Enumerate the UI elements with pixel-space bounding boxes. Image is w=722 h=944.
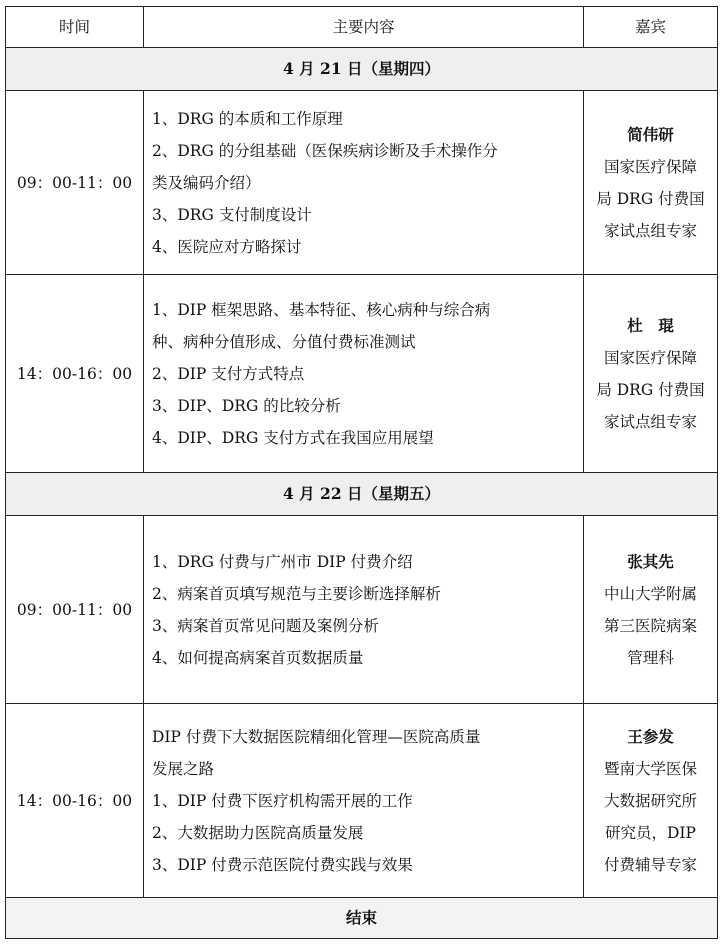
header-time: 时间 [6, 7, 144, 48]
content-line: 1、DRG 付费与广州市 DIP 付费介绍 [152, 552, 413, 571]
guest-name: 简伟研 [627, 124, 674, 144]
session-time: 09：00-11：00 [6, 516, 144, 704]
guest-affiliation: 管理科 [627, 648, 674, 667]
content-line: 4、DIP、DRG 支付方式在我国应用展望 [152, 428, 434, 447]
content-line: 3、病案首页常见问题及案例分析 [152, 616, 379, 635]
guest-affiliation: 家试点组专家 [603, 412, 697, 431]
session-guest [584, 704, 718, 898]
content-line: 3、DRG 支付制度设计 [152, 205, 312, 224]
content-line: 3、DIP、DRG 的比较分析 [152, 396, 341, 415]
guest-affiliation: 局 DRG 付费国 [596, 189, 705, 208]
session-row [6, 516, 718, 704]
session-row [6, 275, 718, 473]
session-guest [584, 275, 718, 473]
end-row [6, 898, 718, 939]
content-line: 类及编码介绍） [152, 173, 261, 192]
session-row [6, 704, 718, 898]
content-line: 1、DRG 的本质和工作原理 [152, 109, 343, 128]
guest-affiliation: 国家医疗保障 [603, 157, 697, 176]
session-guest [584, 516, 718, 704]
content-line: 3、DIP 付费示范医院付费实践与效果 [152, 855, 413, 874]
session-content [144, 704, 584, 898]
content-line: 2、DIP 支付方式特点 [152, 364, 305, 383]
session-content [144, 91, 584, 275]
content-line: 2、病案首页填写规范与主要诊断选择解析 [152, 584, 441, 603]
session-row [6, 91, 718, 275]
guest-name: 张其先 [627, 551, 674, 571]
header-content: 主要内容 [144, 7, 584, 48]
header-row [6, 7, 718, 48]
guest-affiliation: 研究员，DIP [605, 823, 696, 842]
guest-affiliation: 家试点组专家 [603, 221, 697, 240]
content-line: 1、DIP 付费下医疗机构需开展的工作 [152, 791, 413, 810]
content-line: 2、大数据助力医院高质量发展 [152, 823, 364, 842]
content-line: 4、如何提高病案首页数据质量 [152, 648, 364, 667]
content-line: 4、医院应对方略探讨 [152, 237, 302, 256]
content-line: 2、DRG 的分组基础（医保疾病诊断及手术操作分 [152, 141, 498, 160]
guest-affiliation: 暨南大学医保 [603, 759, 697, 778]
session-content [144, 516, 584, 704]
end-label: 结束 [6, 898, 718, 939]
guest-affiliation: 局 DRG 付费国 [596, 380, 705, 399]
schedule-table [5, 6, 718, 939]
session-guest [584, 91, 718, 275]
guest-affiliation: 中山大学附属 [603, 584, 697, 603]
session-content [144, 275, 584, 473]
guest-affiliation: 大数据研究所 [603, 791, 697, 810]
day-row [6, 473, 718, 516]
day-title: 4 月 21 日（星期四） [6, 48, 718, 91]
content-line: 种、病种分值形成、分值付费标准测试 [152, 332, 416, 351]
session-time: 14：00-16：00 [6, 704, 144, 898]
header-guest: 嘉宾 [584, 7, 718, 48]
session-time: 14：00-16：00 [6, 275, 144, 473]
guest-name: 王参发 [627, 726, 674, 746]
guest-name: 杜 琨 [627, 315, 674, 335]
day-title: 4 月 22 日（星期五） [6, 473, 718, 516]
day-row [6, 48, 718, 91]
content-line: 1、DIP 框架思路、基本特征、核心病种与综合病 [152, 300, 491, 319]
guest-affiliation: 付费辅导专家 [603, 855, 697, 874]
content-line: DIP 付费下大数据医院精细化管理—医院高质量 [152, 727, 481, 746]
content-line: 发展之路 [152, 759, 215, 778]
session-time: 09：00-11：00 [6, 91, 144, 275]
guest-affiliation: 国家医疗保障 [603, 348, 697, 367]
guest-affiliation: 第三医院病案 [603, 616, 697, 635]
